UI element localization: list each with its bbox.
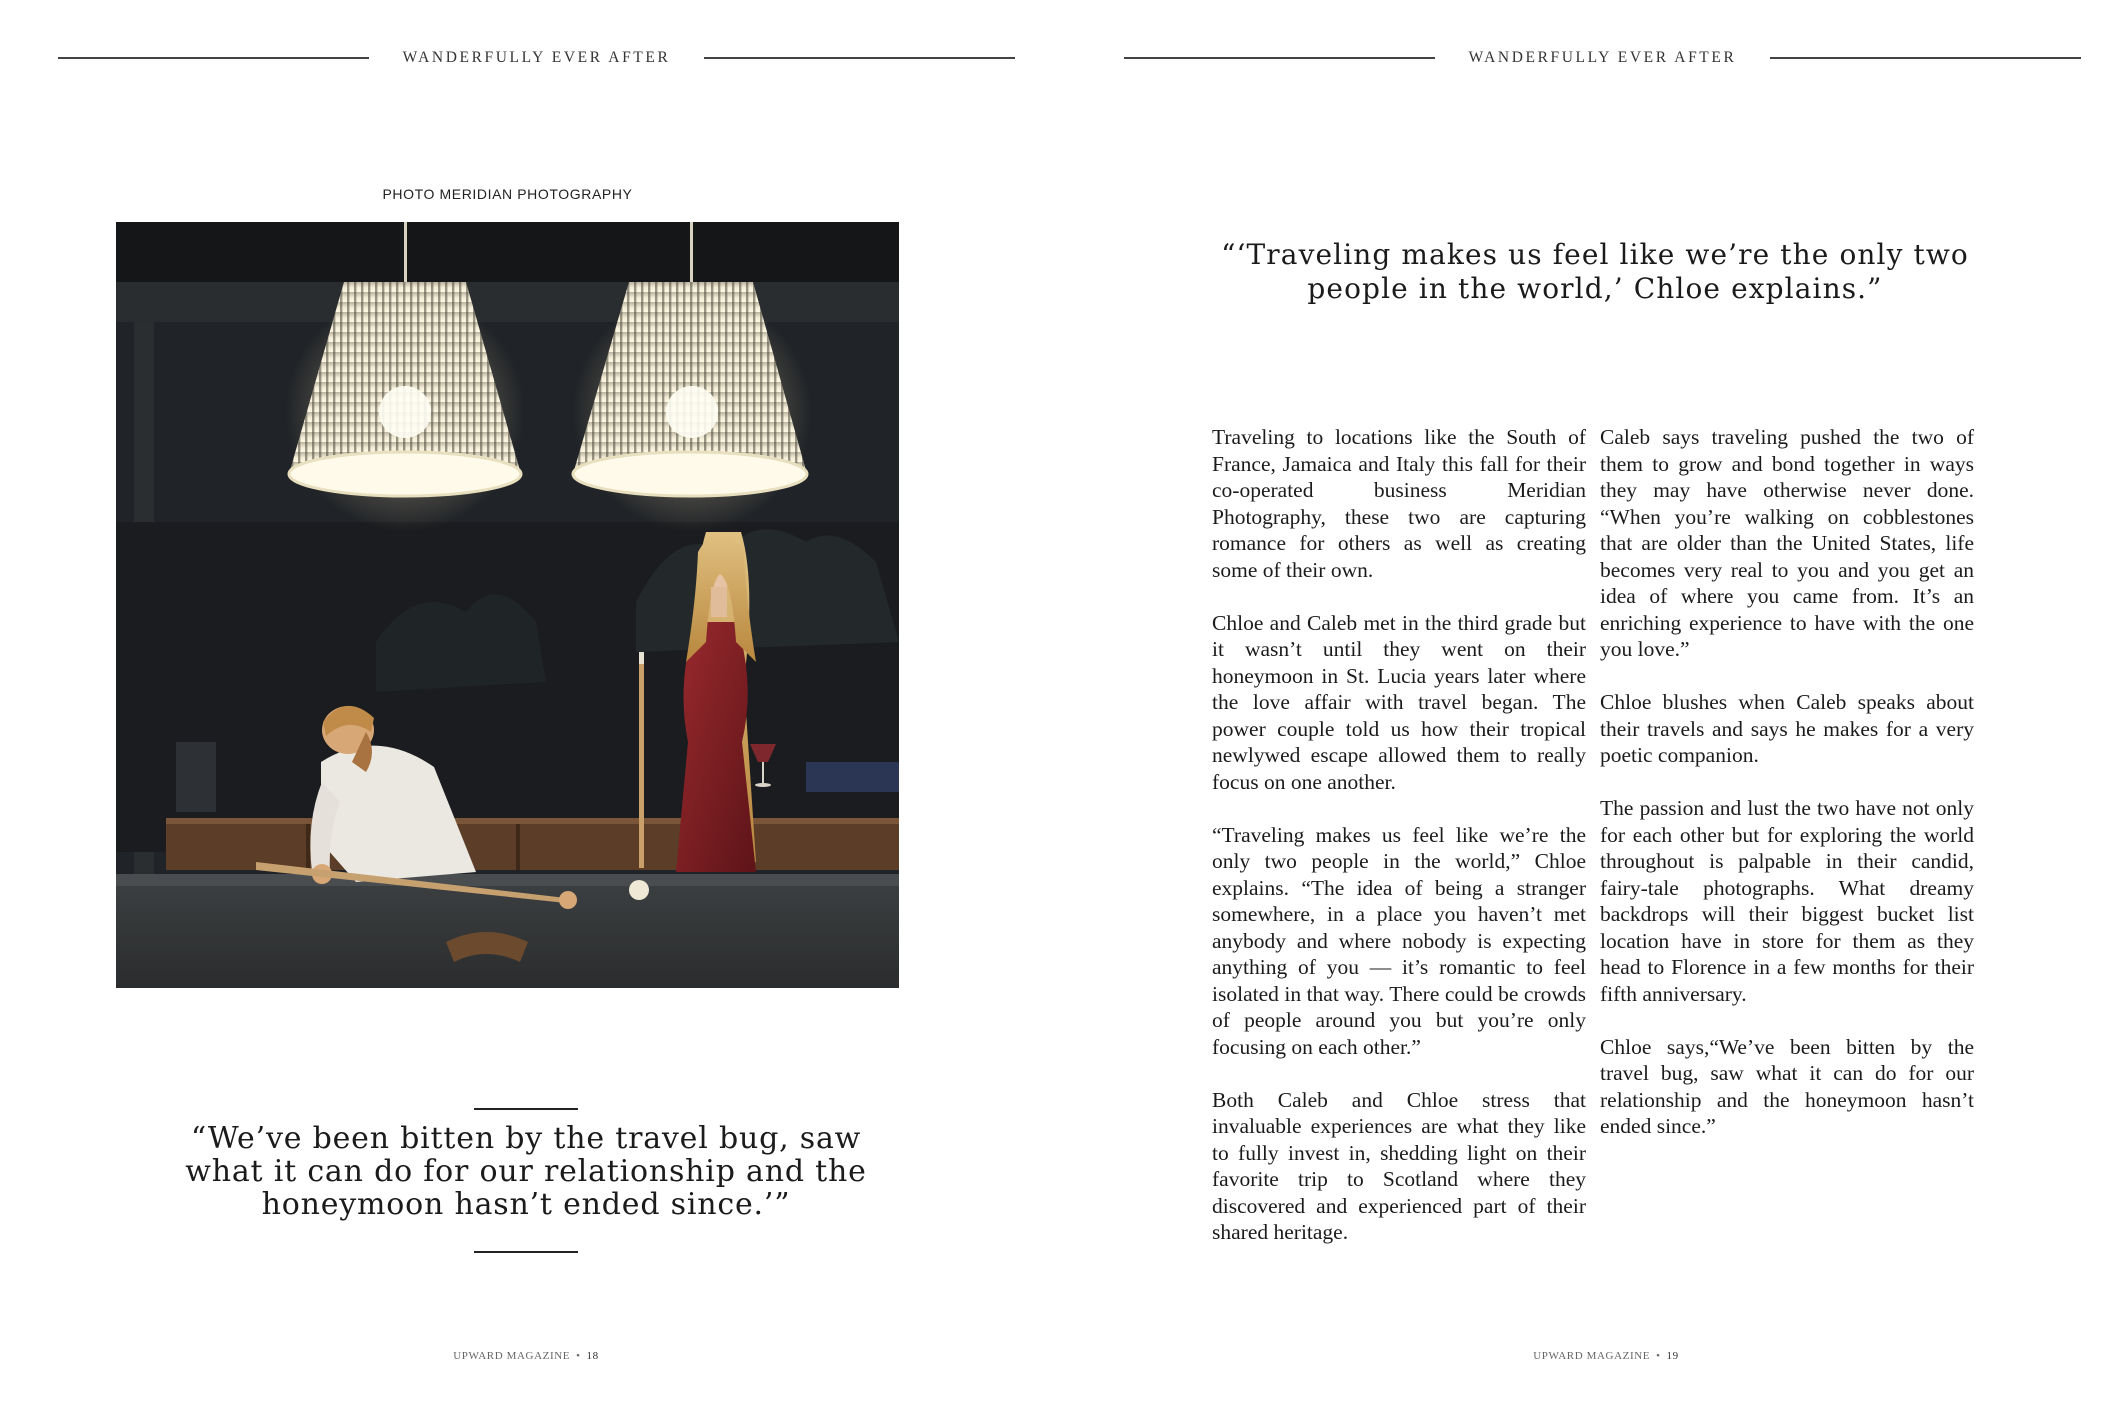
right-folio [1456, 1350, 1756, 1362]
header-rule-left [58, 57, 369, 59]
pull-quote-rule-bottom [474, 1251, 578, 1253]
article-paragraph: Chloe and Caleb met in the third grade but it wasn’t until they went on their honeymoon in St. Lucia years later where the love affair with travel began. The power couple told us how their tropical newlywed escape allowed them to really focus on one another. [1212, 610, 1586, 794]
article-paragraph: Chloe blushes when Caleb speaks about their travels and says he makes for a very poetic companion. [1600, 690, 1974, 767]
folio-magazine-name: UPWARD MAGAZINE [453, 1350, 571, 1362]
photo-credit: PHOTO MERIDIAN PHOTOGRAPHY [382, 186, 633, 202]
article-paragraph: Caleb says traveling pushed the two of them to grow and bond together in ways they may have otherwise never done. “When you’re walking on cobblestones that are older than the United States, life becomes very real to you and you get an idea of where you came from. It’s an enriching experience to have with the one you love.” [1600, 425, 1974, 661]
article-paragraph: Both Caleb and Chloe stress that invaluable experiences are what they like to fully invest in, shedding light on their favorite trip to Scotland where they discovered and experienced part of their shared heritage. [1212, 1087, 1586, 1244]
left-folio [376, 1350, 676, 1362]
folio-page-number: 19 [1666, 1350, 1679, 1362]
article-paragraph: “Traveling makes us feel like we’re the only two people in the world,” Chloe explains. “The idea of being a stranger somewhere, in a place you haven’t met anybody and where nobody is expecting anything of you — it’s romantic to feel isolated in that way. There could be crowds of people around you but you’re only focusing on each other.” [1212, 822, 1586, 1059]
article-paragraph: Traveling to locations like the South of France, Jamaica and Italy this fall for their co-operated business Meridian Photography, these two are capturing romance for others as well as creating some of their own. [1212, 425, 1586, 582]
couple-billiards-photo [116, 222, 899, 988]
running-header [1124, 48, 2081, 68]
header-rule-left [1124, 57, 1435, 59]
header-rule-right [1770, 57, 2081, 59]
left-pull-quote: “We’ve been bitten by the travel bug, saw what it can do for our relationship and the honeymoon hasn’t ended since.’” [185, 1121, 867, 1222]
folio-separator: • [576, 1350, 581, 1362]
header-title: WANDERFULLY EVER AFTER [402, 49, 671, 66]
folio-magazine-name: UPWARD MAGAZINE [1533, 1350, 1651, 1362]
header-rule-right [704, 57, 1015, 59]
photo-illustration [116, 222, 899, 988]
right-pull-quote: “‘Traveling makes us feel like we’re the only two people in the world,’ Chloe explains.” [1221, 238, 1969, 305]
folio-page-number: 18 [586, 1350, 599, 1362]
running-header [58, 48, 1015, 68]
article-column-2 [1600, 424, 1974, 1166]
pull-quote-rule-top [474, 1108, 578, 1110]
folio-separator: • [1656, 1350, 1661, 1362]
article-paragraph: Chloe says,“We’ve been bitten by the travel bug, saw what it can do for our relationship and the honeymoon hasn’t ended since.” [1600, 1034, 1974, 1138]
article-column-1 [1212, 424, 1586, 1272]
header-title: WANDERFULLY EVER AFTER [1468, 49, 1737, 66]
right-page [1062, 0, 2124, 1416]
article-paragraph: The passion and lust the two have not only for each other but for exploring the world throughout is palpable in their candid, fairy-tale photographs. What dreamy backdrops will their biggest bucket list location have in store for them as they head to Florence in a few months for their fifth anniversary. [1600, 796, 1974, 1006]
